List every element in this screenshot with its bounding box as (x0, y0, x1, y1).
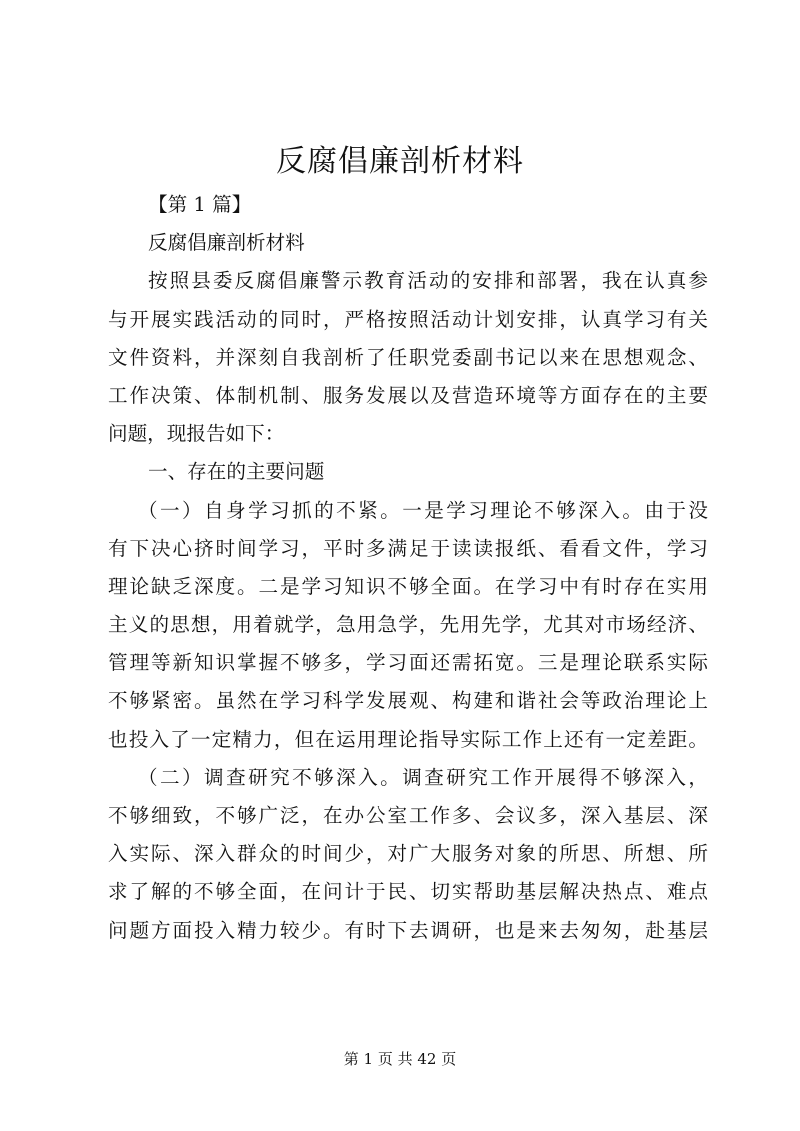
paragraph-line: （一）自身学习抓的不紧。一是学习理论不够深入。由于没 (138, 498, 708, 522)
paragraph-line: 按照县委反腐倡廉警示教育活动的安排和部署，我在认真参 (148, 269, 708, 293)
subtitle: 反腐倡廉剖析材料 (148, 231, 305, 255)
paragraph-line: 问题，现报告如下： (108, 422, 285, 446)
paragraph-line: 入实际、深入群众的时间少，对广大服务对象的所思、所想、所 (108, 842, 708, 866)
paragraph-line: 不够紧密。虽然在学习科学发展观、构建和谐社会等政治理论上 (108, 689, 708, 713)
paragraph-line: 问题方面投入精力较少。有时下去调研，也是来去匆匆，赴基层 (108, 918, 708, 942)
paragraph-line: 有下决心挤时间学习，平时多满足于读读报纸、看看文件，学习 (108, 536, 708, 560)
paragraph-line: 工作决策、体制机制、服务发展以及营造环境等方面存在的主要 (108, 383, 708, 407)
section-label: 【第 1 篇】 (148, 193, 252, 216)
paragraph-line: 不够细致，不够广泛，在办公室工作多、会议多，深入基层、深 (108, 804, 708, 827)
paragraph-line: 也投入了一定精力，但在运用理论指导实际工作上还有一定差距。 (108, 727, 708, 751)
document-body (108, 186, 708, 950)
paragraph-line: 文件资料，并深刻自我剖析了任职党委副书记以来在思想观念、 (108, 345, 708, 369)
paragraph-line: 求了解的不够全面，在问计于民、切实帮助基层解决热点、难点 (108, 880, 708, 904)
paragraph-line: 主义的思想，用着就学，急用急学，先用先学，尤其对市场经济、 (108, 613, 708, 637)
paragraph-line: （二）调查研究不够深入。调查研究工作开展得不够深入， (138, 765, 708, 789)
paragraph-line: 与开展实践活动的同时，严格按照活动计划安排，认真学习有关 (108, 307, 708, 331)
paragraph-line: 理论缺乏深度。二是学习知识不够全面。在学习中有时存在实用 (108, 574, 708, 598)
document-title: 反腐倡廉剖析材料 (276, 144, 524, 179)
page-footer: 第 1 页 共 42 页 (343, 1050, 457, 1068)
paragraph-line: 管理等新知识掌握不够多，学习面还需拓宽。三是理论联系实际 (108, 651, 708, 675)
section-heading: 一、存在的主要问题 (148, 460, 325, 484)
